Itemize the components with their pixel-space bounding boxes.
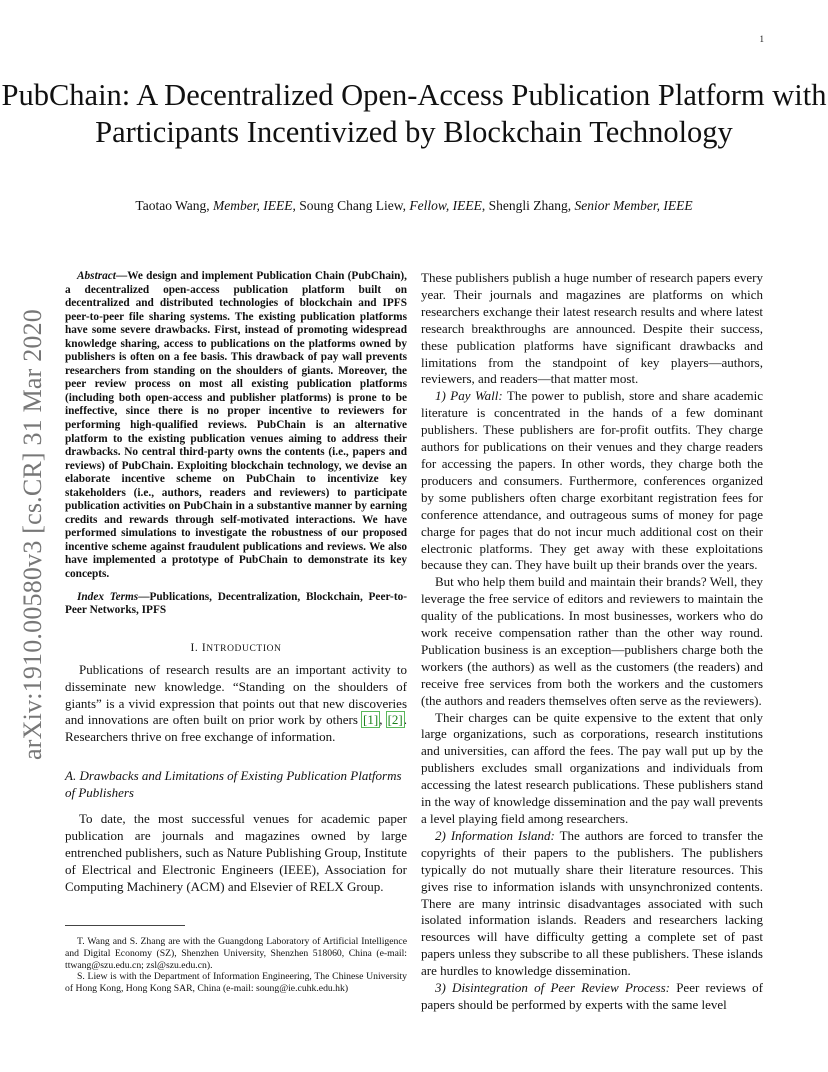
index-terms-label: Index Terms [77,590,139,603]
author-2-role: Fellow, IEEE [409,198,482,213]
footnote-affiliation-1: T. Wang and S. Zhang are with the Guangdong Laboratory of Artificial Intelligence and Digital Economy (SZ), Shenzhen University, Shenzhen 518060, China (e-mail: ttwang@szu.edu.cn; zsl@szu.edu.cn). [65,936,407,971]
footnote-affiliation-2: S. Liew is with the Department of Information Engineering, The Chinese University of Hong Kong, Hong Kong SAR, China (e-mail: soung@ie.cuhk.edu.hk) [65,971,407,995]
abstract [65,270,407,582]
citation-link-2[interactable]: [2] [387,712,403,728]
intro-paragraph [65,662,407,747]
paragraph-charges: Their charges can be quite expensive to the extent that only large organizations, such as corporations, research institutions and universities, can afford the fees. The pay wall put up by the publishers excludes small organizations and individuals from accessing the latest research publications. These publishers stand in the way of knowledge dissemination and the pay wall prevents a level playing field among researchers. [421,709,763,826]
citation-link-1[interactable]: [1] [363,712,379,728]
heading-information-island: 2) Information Island: [435,827,555,843]
text-information-island: The authors are forced to transfer the copyrights of their papers to the publishers. The publishers typically do not mutually share their literature resources. This gives rise to information islands with unsynchronized contents. There are many intrinsic disadvantages associated with such isolated information islands. Readers and researchers lacking resources will have difficulty getting a complete set of past papers unless they subscribe to all these publishers. These islands are hurdles to knowledge dissemination. [421,827,763,979]
intro-text-pre: Publications of research results are an important activity to disseminate new knowledge. “Standing on the shoulders of giants” is a vivid expression that points out that new discoveries and innovations are often built on prior work by others [65,661,407,728]
index-terms-text: —Publications, Decentralization, Blockchain, Peer-to-Peer Networks, IPFS [65,590,407,617]
paragraph-publishers: These publishers publish a huge number of research papers every year. Their journals and magazines are platforms on which researchers exchange their latest research results and where latest research breakthroughs are announced. Despite their success, these publication platforms have significant drawbacks and limitations from the standpoint of key players—authors, reviewers, and readers—that matter most. [421,270,763,387]
paragraph-information-island [421,828,763,980]
paper-title: PubChain: A Decentralized Open-Access Publication Platform with Participants Incentivized by Blockchain Technology [1,78,827,149]
author-1-role: Member, IEEE [213,198,293,213]
author-1: Taotao Wang, [135,198,213,213]
citation-separator: , [379,712,387,728]
abstract-text: —We design and implement Publication Chain (PubChain), a decentralized open-access publication platform built on decentralized and distributed technologies of blockchain and IPFS peer-to-peer file sharing systems. The existing publication platforms have some severe drawbacks. First, instead of promoting widespread knowledge sharing, access to publications on the platforms owned by publishers is often on a fee basis. This drawback of pay wall prevents researchers from standing on the shoulders of giants. Moreover, the peer review process on most all existing publication platforms (including both open-access and publisher platforms) is prone to be ineffective, since there is no proper incentive to reviewers for performing high-qualified reviews. PubChain is an alternative platform to the existing publication venues aiming to address their drawbacks. No central third-party owns the contents (i.e., papers and reviews) of PubChain. Exploiting blockchain technology, we devise an elaborate incentive scheme on PubChain to incentivize key stakeholders (i.e., authors, readers and reviewers) to participate publication activities on PubChain in a substantive manner by earning credits and rewards through self-motivated interactions. We have performed simulations to investigate the robustness of our proposed incentive scheme against fraudulent publications and reviews. We also have implemented a prototype of PubChain to demonstrate its key concepts. [65,270,407,581]
left-column [65,270,407,896]
author-3-role: Senior Member, IEEE [574,198,693,213]
paragraph-pay-wall [421,388,763,574]
author-list [0,198,828,214]
section-title-rest: NTRODUCTION [206,643,282,654]
footnote-divider [65,925,185,926]
section-numeral: I. [190,641,202,654]
paragraph-brands: But who help them build and maintain their brands? Well, they leverage the free service of editors and reviewers to maintain the quality of the publications. In most businesses, workers who do work receive compensation rather than the other way round. Publication business is an exception—publishers charge both the workers (the authors) as well as the customers (the readers) and receive free services from both the workers and the customers (the authors and readers themselves often serve as the reviewers). [421,574,763,708]
heading-pay-wall: 1) Pay Wall: [435,388,503,404]
index-terms [65,591,407,618]
abstract-label: Abstract [77,270,116,282]
subsection-a-paragraph: To date, the most successful venues for academic paper publication are journals and magazines owned by large entrenched publishers, such as Nature Publishing Group, Institute of Electrical and Electronic Engineers (IEEE), Association for Computing Machinery (ACM) and Elsevier of RELX Group. [65,811,407,894]
paragraph-peer-review [421,980,763,1014]
heading-peer-review: 3) Disintegration of Peer Review Process: [435,980,670,996]
text-peer-review: Peer reviews of papers should be performed by experts with the same level [421,980,763,1012]
section-heading-introduction [65,642,407,654]
author-2: , Soung Chang Liew, [292,198,410,213]
subsection-heading-a: A. Drawbacks and Limitations of Existing Publication Platforms of Publishers [65,768,402,801]
right-column [421,270,763,1014]
footnotes [65,936,407,995]
section-title-initial: I [201,641,207,654]
page-number: 1 [759,34,764,44]
arxiv-stamp: arXiv:1910.00580v3 [cs.CR] 31 Mar 2020 [18,309,47,760]
author-3: , Shengli Zhang, [481,198,575,213]
text-pay-wall: The power to publish, store and share academic literature is concentrated in the hands of a few dominant publishers. These publishers are for-profit outfits. They charge authors for publications on their venues and they charge readers for accessing the papers. In other words, they charge both the producers and consumers. Furthermore, conferences organized by some publishers often charge exorbitant registration fees for conference attendance, and outrageous sums of money for page charge for pages that do not incur much additional cost on their electronic platforms. They get away with these exploitations because they can. They have built up their brands over the years. [421,388,763,573]
intro-text-post: . Researchers thrive on free exchange of information. [65,712,407,745]
